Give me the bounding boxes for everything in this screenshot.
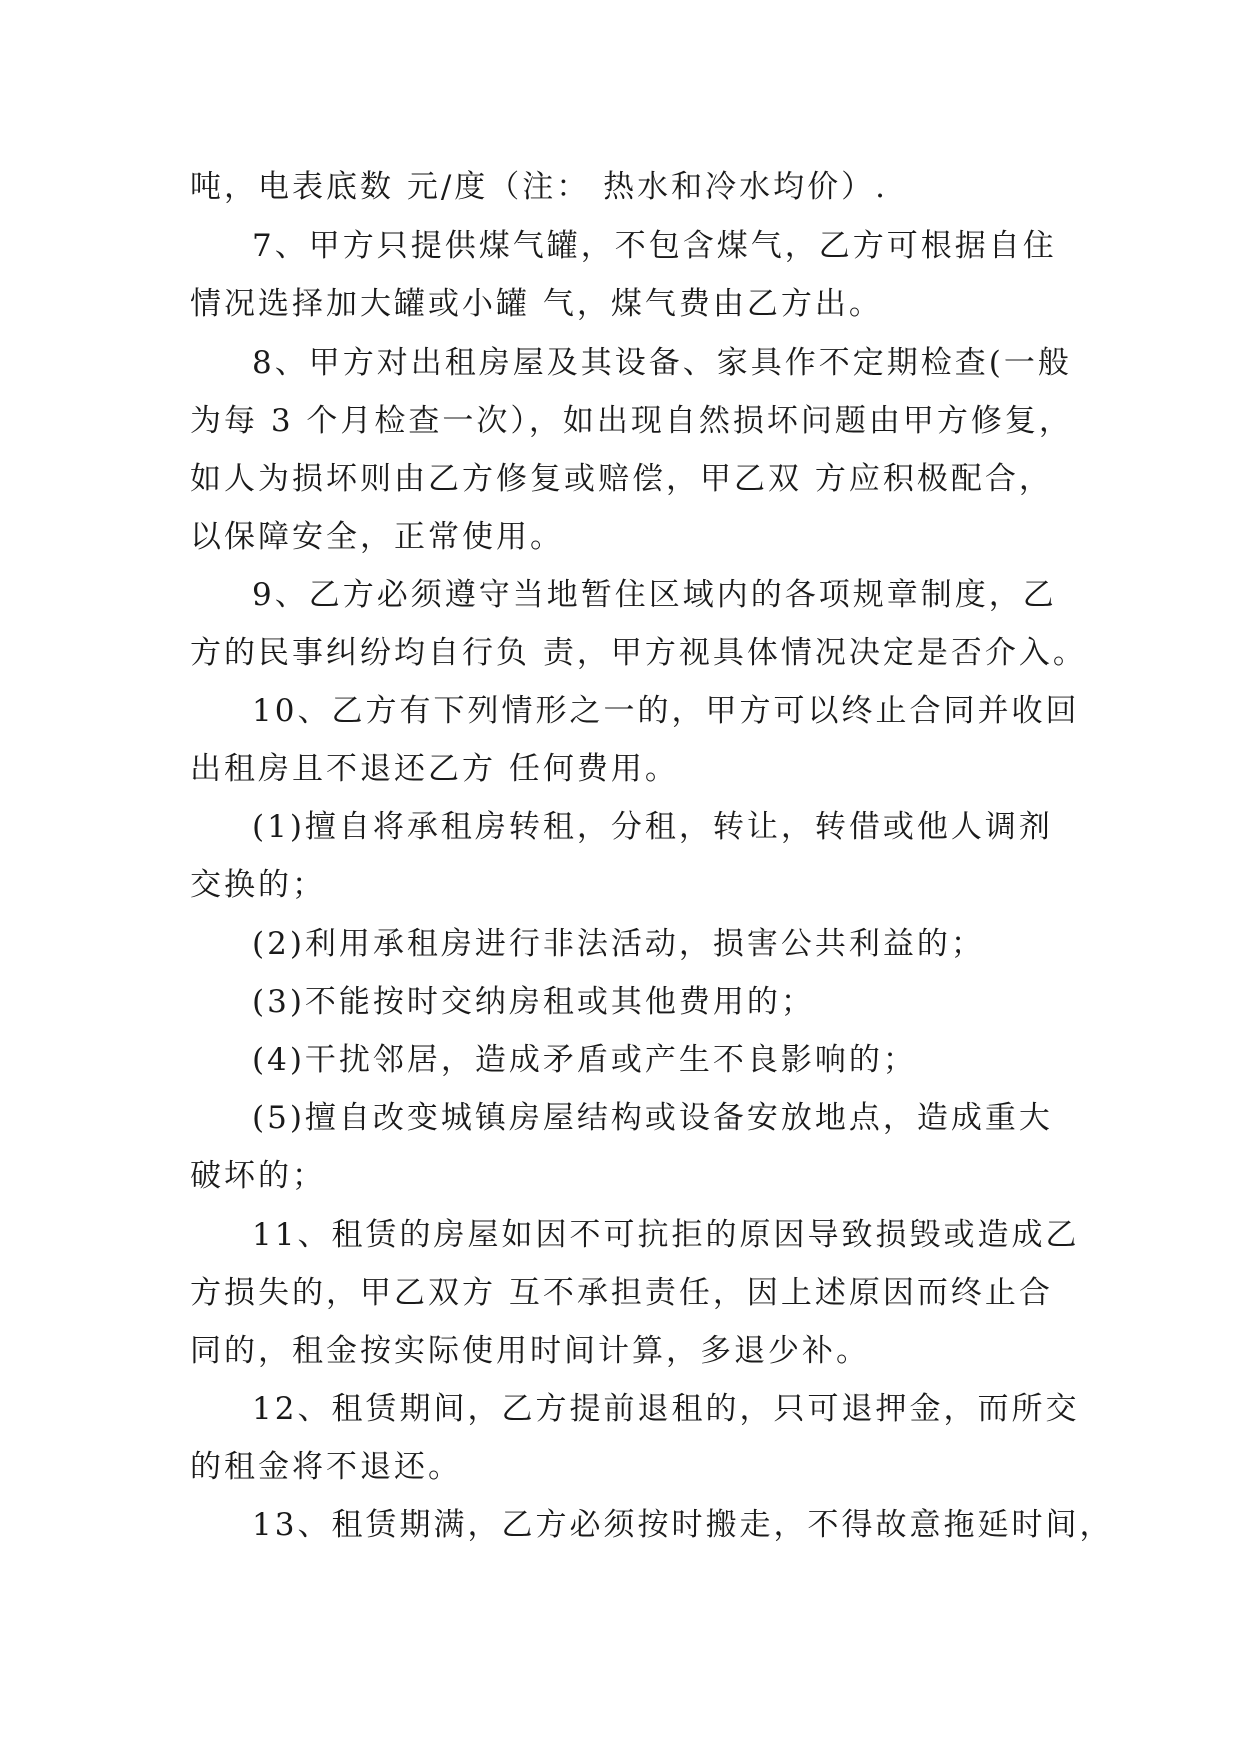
text-line: 11、租赁的房屋如因不可抗拒的原因导致损毁或造成乙 bbox=[252, 1217, 1080, 1253]
text-line: 交换的； bbox=[190, 867, 326, 903]
text-line: 的租金将不退还。 bbox=[190, 1449, 462, 1485]
text-line: 9、乙方必须遵守当地暂住区域内的各项规章制度，乙 bbox=[252, 577, 1057, 613]
text-line: 吨，电表底数 元/度（注： 热水和冷水均价）. bbox=[190, 169, 889, 205]
text-line: 出租房且不退还乙方 任何费用。 bbox=[190, 751, 679, 787]
text-line: (2)利用承租房进行非法活动，损害公共利益的； bbox=[252, 926, 985, 962]
text-line: (4)干扰邻居，造成矛盾或产生不良影响的； bbox=[252, 1042, 917, 1078]
text-line: 13、租赁期满，乙方必须按时搬走，不得故意拖延时间， bbox=[252, 1507, 1114, 1543]
text-line: 破坏的； bbox=[190, 1158, 326, 1194]
text-line: 10、乙方有下列情形之一的，甲方可以终止合同并收回 bbox=[252, 693, 1080, 729]
text-line: 方损失的，甲乙双方 互不承担责任，因上述原因而终止合 bbox=[190, 1275, 1053, 1311]
text-line: 12、租赁期间，乙方提前退租的，只可退押金，而所交 bbox=[252, 1391, 1080, 1427]
text-line: 情况选择加大罐或小罐 气，煤气费由乙方出。 bbox=[190, 286, 883, 322]
text-line: 7、甲方只提供煤气罐，不包含煤气，乙方可根据自住 bbox=[252, 228, 1057, 264]
text-line: 8、甲方对出租房屋及其设备、家具作不定期检查(一般 bbox=[252, 345, 1072, 381]
text-line: 如人为损坏则由乙方修复或赔偿，甲乙双 方应积极配合， bbox=[190, 461, 1053, 497]
text-line: (1)擅自将承租房转租，分租，转让，转借或他人调剂 bbox=[252, 809, 1053, 845]
text-line: 方的民事纠纷均自行负 责，甲方视具体情况决定是否介入。 bbox=[190, 635, 1087, 671]
text-line: (5)擅自改变城镇房屋结构或设备安放地点，造成重大 bbox=[252, 1100, 1053, 1136]
text-line: 同的，租金按实际使用时间计算，多退少补。 bbox=[190, 1333, 870, 1369]
text-line: 为每 3 个月检查一次），如出现自然损坏问题由甲方修复， bbox=[190, 403, 1073, 439]
text-line: (3)不能按时交纳房租或其他费用的； bbox=[252, 984, 815, 1020]
text-line: 以保障安全，正常使用。 bbox=[190, 519, 564, 555]
